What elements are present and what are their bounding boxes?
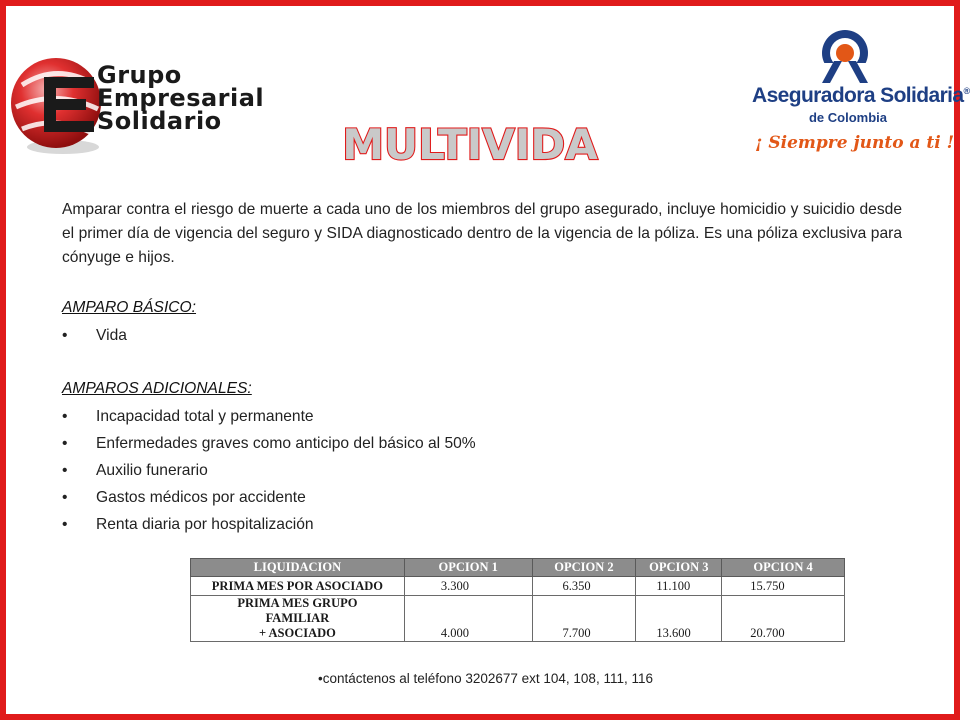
table-row	[191, 577, 845, 596]
row-label-line: + ASOCIADO	[258, 626, 336, 640]
col-header-opcion-4: OPCION 4	[722, 559, 845, 577]
aseguradora-subtitle: de Colombia	[808, 110, 887, 125]
solidaria-emblem-icon	[748, 25, 943, 85]
row-label	[191, 596, 405, 642]
aseguradora-name	[752, 84, 970, 108]
list-item: • Vida	[62, 326, 127, 353]
row-label: PRIMA MES POR ASOCIADO	[191, 577, 405, 596]
brand-left-line-1: Grupo	[97, 61, 182, 89]
contact-info: •contáctenos al teléfono 3202677 ext 104, 108, 111, 116	[318, 671, 653, 686]
list-item: • Auxilio funerario	[62, 461, 476, 488]
grupo-empresarial-wordmark	[97, 61, 265, 135]
table-header-row	[191, 559, 845, 577]
amparo-basico-list	[62, 326, 127, 353]
row-label-line: FAMILIAR	[265, 611, 330, 625]
list-item: • Renta diaria por hospitalización	[62, 515, 476, 542]
list-item: • Incapacidad total y permanente	[62, 407, 476, 434]
aseguradora-name-text: Aseguradora Solidaria	[752, 84, 964, 107]
page-title	[342, 115, 598, 171]
col-header-opcion-3: OPCION 3	[636, 559, 722, 577]
liquidacion-table	[190, 558, 845, 642]
table-cell: 6.350	[532, 577, 636, 596]
col-header-opcion-2: OPCION 2	[532, 559, 636, 577]
registered-mark: ®	[963, 86, 970, 96]
amparos-adicionales-heading: AMPAROS ADICIONALES:	[62, 380, 252, 397]
row-label-line: PRIMA MES GRUPO	[237, 596, 358, 610]
table-cell: 11.100	[636, 577, 722, 596]
product-description: Amparar contra el riesgo de muerte a cada uno de los miembros del grupo asegurado, incluye homicidio y suicidio desde el primer día de vigencia del seguro y SIDA diagnosticado dentro de la vigencia de la póliza. Es una póliza exclusiva para cónyuge e hijos.	[62, 201, 902, 266]
table-cell: 4.000	[404, 596, 532, 642]
col-header-opcion-1: OPCION 1	[404, 559, 532, 577]
brand-left-line-3: Solidario	[97, 107, 222, 135]
table-cell: 15.750	[722, 577, 845, 596]
table-cell: 3.300	[404, 577, 532, 596]
amparos-adicionales-list	[62, 407, 476, 542]
list-item: • Enfermedades graves como anticipo del básico al 50%	[62, 434, 476, 461]
table-cell: 13.600	[636, 596, 722, 642]
aseguradora-tagline: ¡ Siempre junto a ti !	[755, 133, 955, 153]
table-cell: 20.700	[722, 596, 845, 642]
brand-left-line-2: Empresarial	[97, 84, 265, 112]
title-text: MULTIVIDA	[342, 120, 598, 169]
list-item: • Gastos médicos por accidente	[62, 488, 476, 515]
table-cell: 7.700	[532, 596, 636, 642]
col-header-liquidacion: LIQUIDACION	[191, 559, 405, 577]
table-row	[191, 596, 845, 642]
amparo-basico-heading: AMPARO BÁSICO:	[62, 299, 197, 316]
